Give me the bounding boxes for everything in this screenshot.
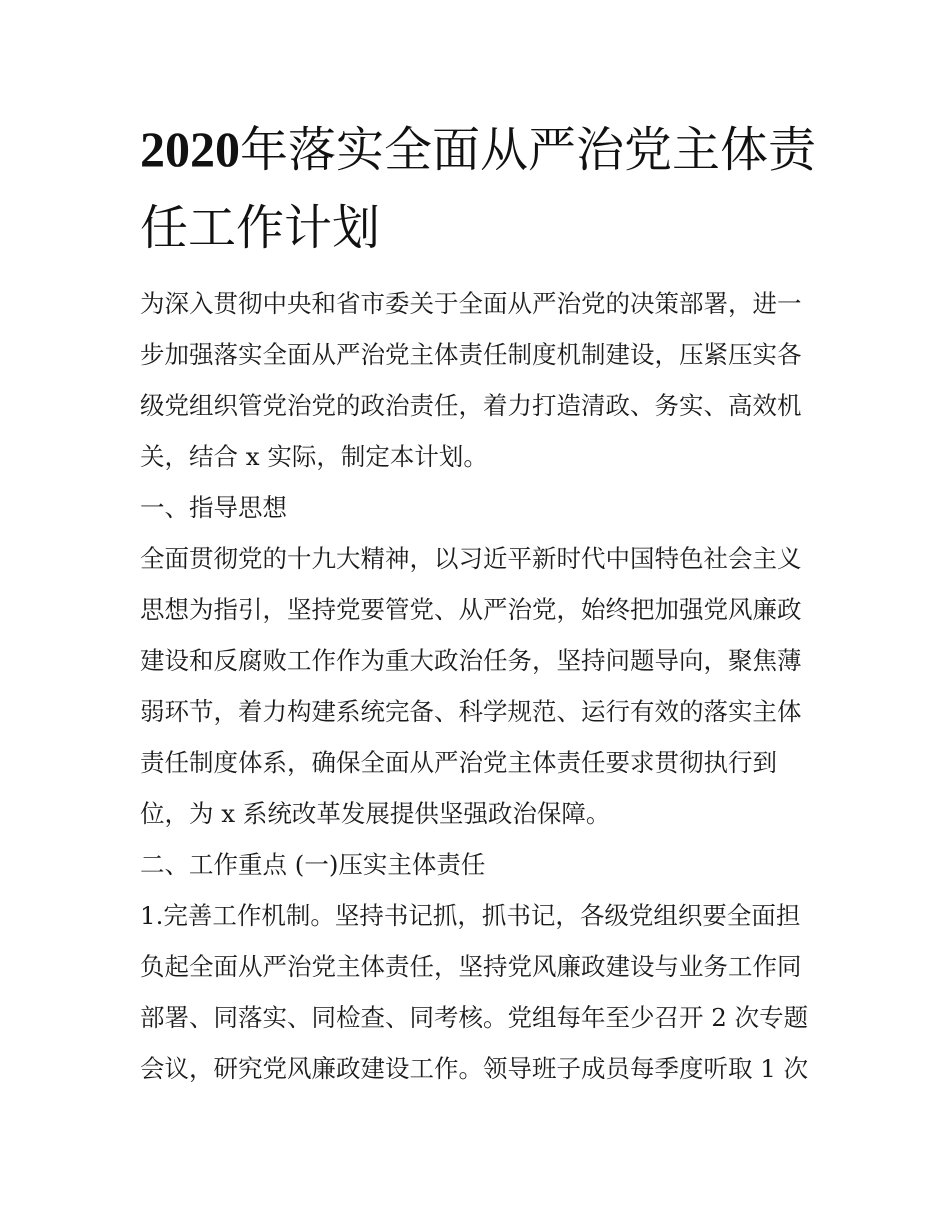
document-body xyxy=(140,278,815,1094)
guiding-ideology-paragraph: 全面贯彻党的十九大精神，以习近平新时代中国特色社会主义思想为指引，坚持党要管党、从严治党，始终把加强党风廉政建设和反腐败工作作为重大政治任务，坚持问题导向，聚焦薄弱环节，着力构建系统完备、科学规范、运行有效的落实主体责任制度体系，确保全面从严治党主体责任要求贯彻执行到位，为 x 系统改革发展提供坚强政治保障。 xyxy=(140,544,802,828)
intro-paragraph: 为深入贯彻中央和省市委关于全面从严治党的决策部署，进一步加强落实全面从严治党主体责任制度机制建设，压紧压实各级党组织管党治党的政治责任，着力打造清政、务实、高效机关，结合 x 实际，制定本计划。 xyxy=(140,289,802,471)
title-year: 2020 xyxy=(140,121,240,177)
title-text: 年落实全面从严治党主体责任工作计划 xyxy=(140,122,817,256)
document-title xyxy=(140,110,820,267)
work-mechanism-paragraph: 1.完善工作机制。坚持书记抓，抓书记，各级党组织要全面担负起全面从严治党主体责任，坚持党风廉政建设与业务工作同部署、同落实、同检查、同考核。党组每年至少召开 2 次专题会议，研究党风廉政建设工作。领导班子成员每季度听取 1 次 xyxy=(140,901,809,1083)
section-heading-work-focus: 二、工作重点 (一)压实主体责任 xyxy=(140,850,486,879)
section-heading-guiding-ideology: 一、指导思想 xyxy=(140,493,287,522)
